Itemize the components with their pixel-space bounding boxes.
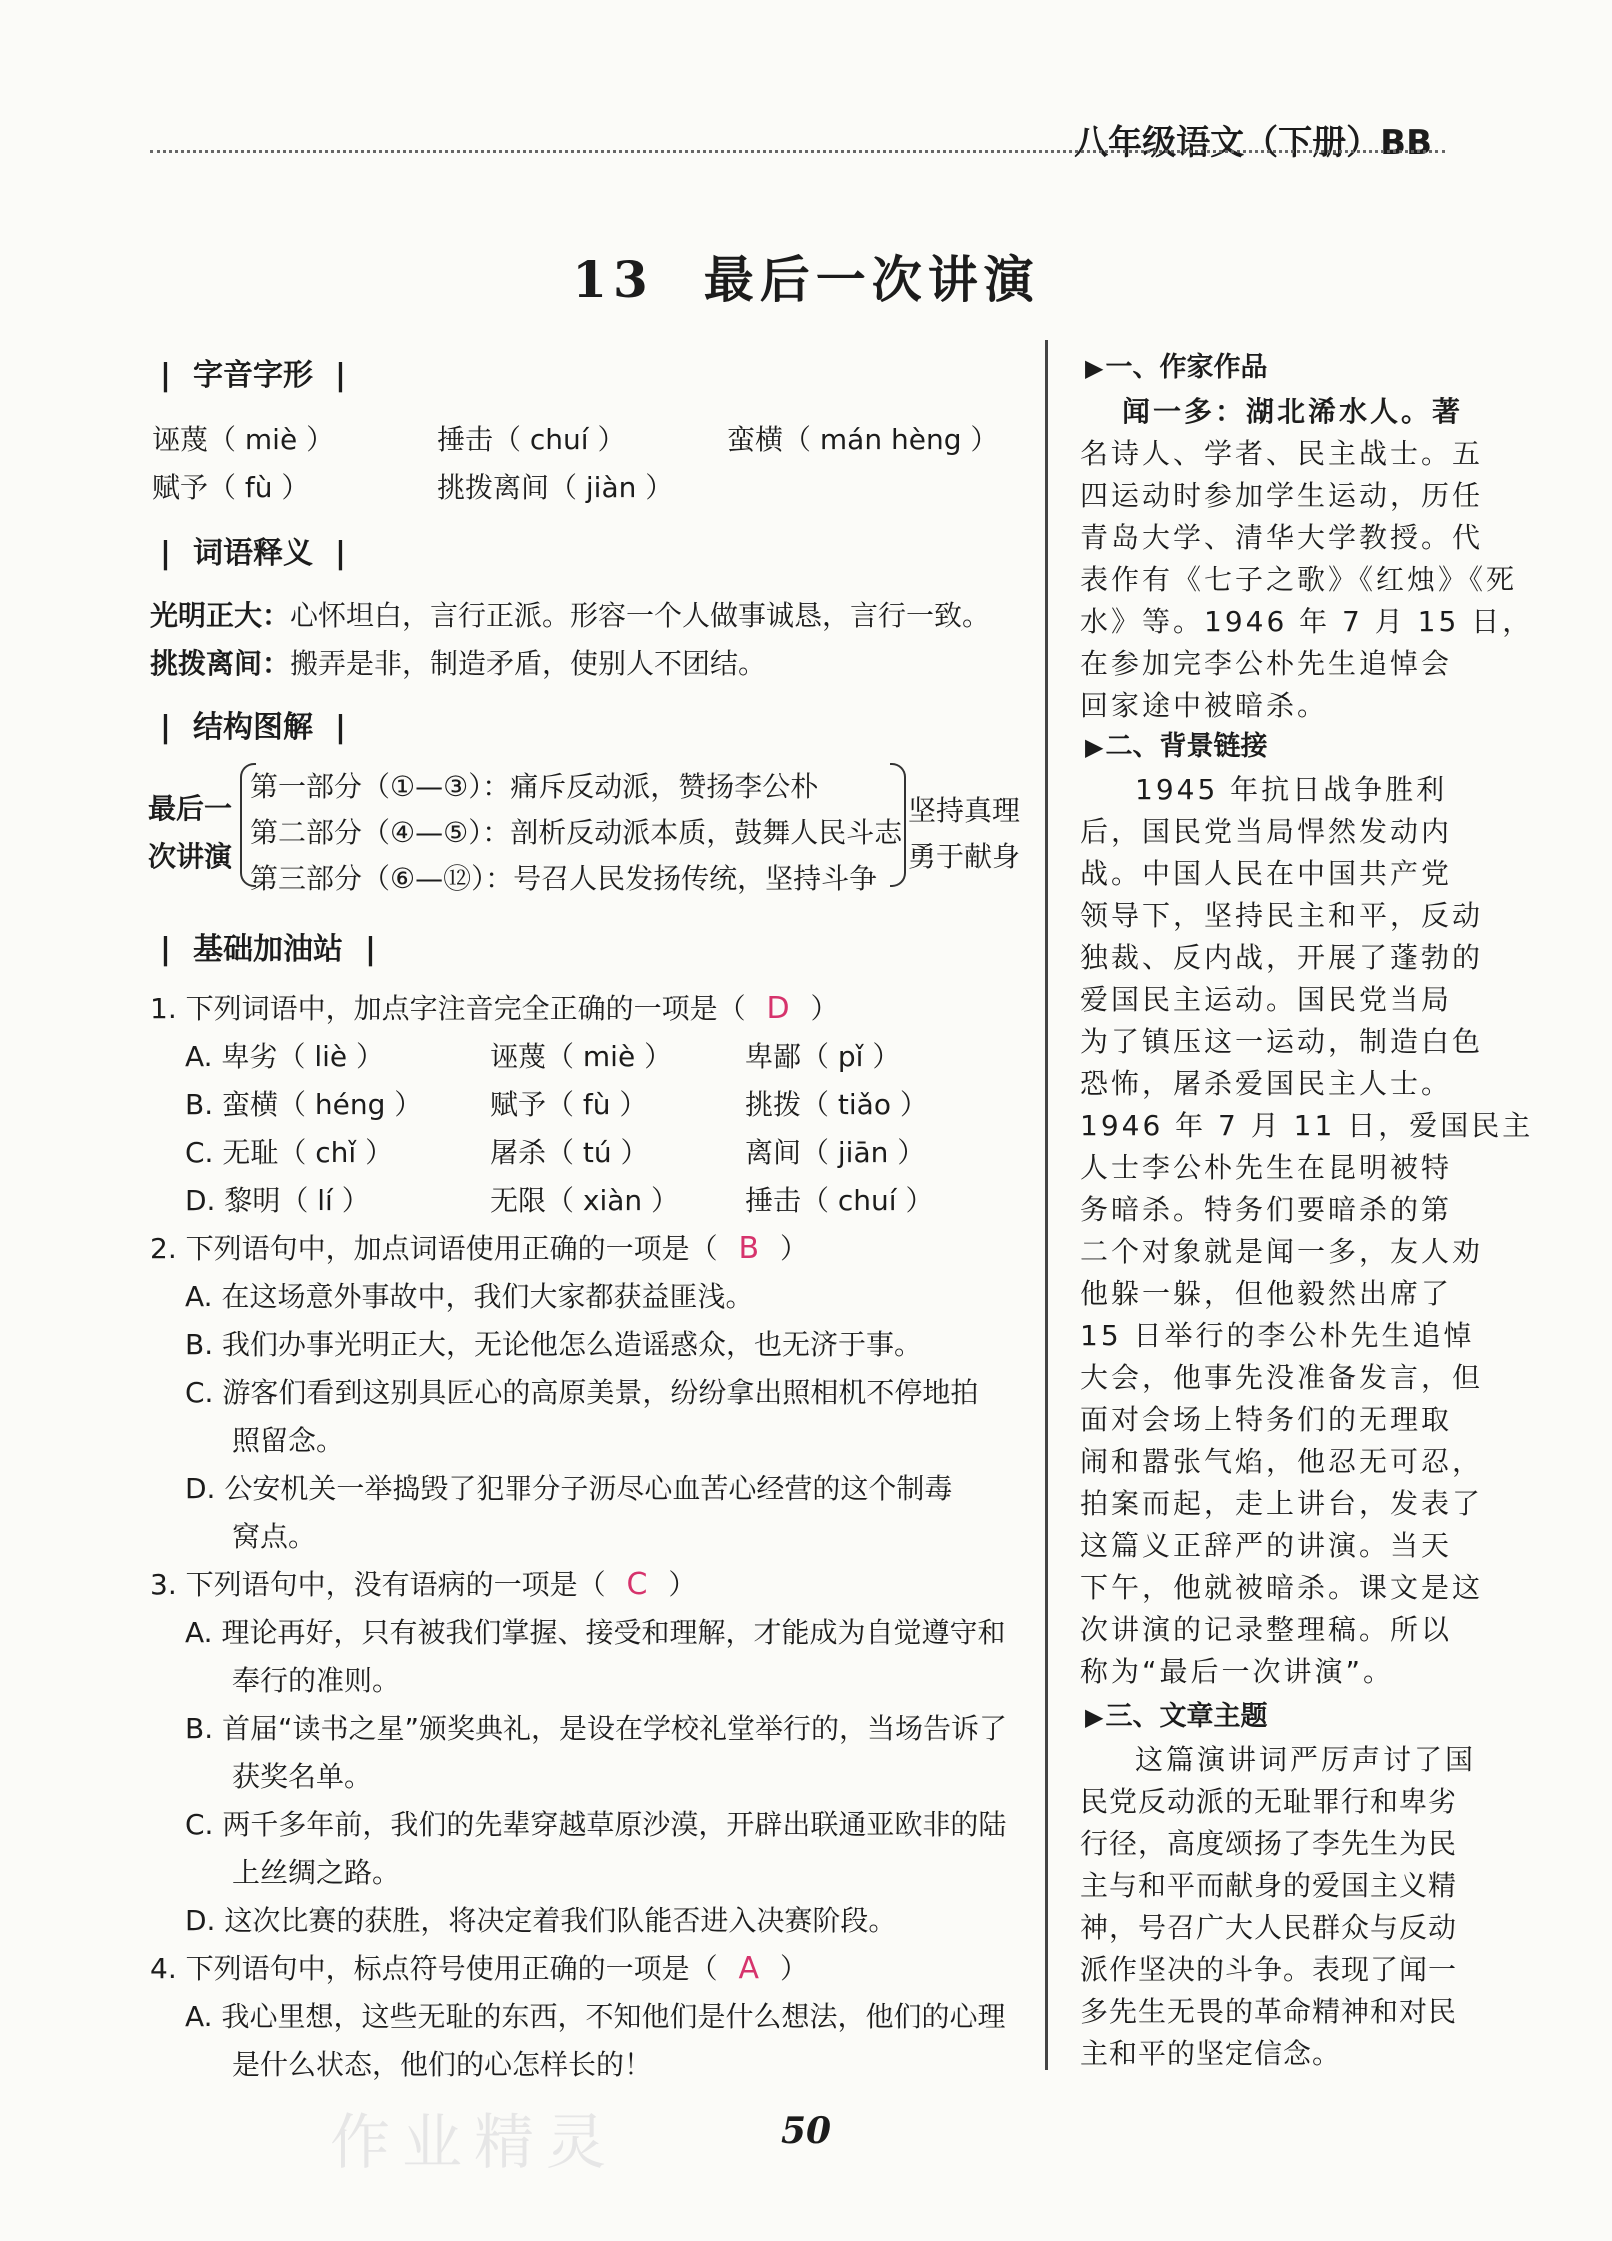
- watermark: 作业精灵: [330, 2108, 618, 2178]
- sidebar-line: 名诗人、学者、民主战士。五: [1080, 437, 1484, 470]
- question-3-stem: 3. 下列语句中，没有语病的一项是（ C ）: [150, 1567, 697, 1602]
- sidebar-line: 他躲一躲，但他毅然出席了: [1080, 1277, 1453, 1310]
- question-2-answer: B: [738, 1231, 760, 1266]
- pronunciation-item: 捶击（ chuí ）: [437, 423, 626, 456]
- q3-option-continued: 上丝绸之路。: [232, 1856, 401, 1889]
- sidebar-line: 1946 年 7 月 11 日，爱国民主: [1080, 1109, 1534, 1142]
- q3-option-continued: 获奖名单。: [232, 1760, 373, 1793]
- sidebar-line: 大会，他事先没准备发言，但: [1080, 1361, 1484, 1394]
- sidebar-line: 面对会场上特务们的无理取: [1080, 1403, 1453, 1436]
- right-brace: [890, 763, 906, 887]
- sidebar-heading-author: ▶ 一、作家作品: [1085, 345, 1267, 384]
- q1-option: D. 黎明（ lí ）: [185, 1184, 370, 1217]
- pronunciation-item: 诬蔑（ miè ）: [152, 423, 335, 456]
- sidebar-line: 爱国民主运动。国民党当局: [1080, 983, 1453, 1016]
- q2-option: D. 公安机关一举捣毁了犯罪分子沥尽心血苦心经营的这个制毒: [185, 1472, 953, 1505]
- sidebar-line: 领导下，坚持民主和平，反动: [1080, 899, 1484, 932]
- sidebar-line: 派作坚决的斗争。表现了闻一: [1080, 1953, 1458, 1986]
- q1-option: 屠杀（ tú ）: [490, 1136, 649, 1169]
- sidebar-line: 民党反动派的无耻罪行和卑劣: [1080, 1785, 1458, 1818]
- sidebar-line: 1945 年抗日战争胜利: [1135, 773, 1448, 806]
- q1-option: 赋予（ fù ）: [490, 1088, 648, 1121]
- q3-option: C. 两千多年前，我们的先辈穿越草原沙漠，开辟出联通亚欧非的陆: [185, 1808, 1007, 1841]
- question-3-answer: C: [626, 1567, 648, 1602]
- pronunciation-item: 蛮横（ mán hèng ）: [727, 423, 999, 456]
- definition-term: 挑拨离间：: [150, 647, 291, 680]
- sidebar-line: 青岛大学、清华大学教授。代: [1080, 521, 1484, 554]
- q3-option: D. 这次比赛的获胜，将决定着我们队能否进入决赛阶段。: [185, 1904, 897, 1937]
- definition-term: 光明正大：: [150, 599, 291, 632]
- q3-option: A. 理论再好，只有被我们掌握、接受和理解，才能成为自觉遵守和: [185, 1616, 1006, 1649]
- sidebar-line: 独裁、反内战，开展了蓬勃的: [1080, 941, 1484, 974]
- sidebar-line: 下午，他就被暗杀。课文是这: [1080, 1571, 1484, 1604]
- q1-option: B. 蛮横（ héng ）: [185, 1088, 423, 1121]
- structure-root-line1: 最后一: [148, 792, 233, 825]
- sidebar-line: 拍案而起，走上讲台，发表了: [1080, 1487, 1484, 1520]
- sidebar-line: 表作有《七子之歌》《红烛》《死: [1080, 563, 1518, 596]
- q2-option: A. 在这场意外事故中，我们大家都获益匪浅。: [185, 1280, 754, 1313]
- lesson-number: 13: [572, 250, 654, 309]
- q2-option-continued: 窝点。: [232, 1520, 317, 1553]
- q1-option: 诬蔑（ miè ）: [490, 1040, 673, 1073]
- sidebar-line: 行径，高度颂扬了李先生为民: [1080, 1827, 1458, 1860]
- q2-option: C. 游客们看到这别具匠心的高原美景，纷纷拿出照相机不停地拍: [185, 1376, 979, 1409]
- section-heading-structure: | 结构图解 |: [160, 702, 346, 746]
- sidebar-line: 这篇义正辞严的讲演。当天: [1080, 1529, 1453, 1562]
- sidebar-line: 称为“最后一次讲演”。: [1080, 1655, 1395, 1688]
- sidebar-line: 水》等。1946 年 7 月 15 日，: [1080, 605, 1534, 638]
- sidebar-line: 恐怖，屠杀爱国民主人士。: [1080, 1067, 1453, 1100]
- q1-option: C. 无耻（ chǐ ）: [185, 1136, 394, 1169]
- structure-part: 第二部分（④—⑤）：剖析反动派本质，鼓舞人民斗志: [250, 816, 903, 849]
- sidebar-line: 四运动时参加学生运动，历任: [1080, 479, 1484, 512]
- sidebar-line: 二个对象就是闻一多，友人劝: [1080, 1235, 1484, 1268]
- section-heading-pronunciation: | 字音字形 |: [160, 350, 346, 394]
- question-1-answer: D: [766, 991, 790, 1026]
- header-divider: [150, 150, 1445, 153]
- sidebar-line: 在参加完李公朴先生追悼会: [1080, 647, 1453, 680]
- q3-option-continued: 奉行的准则。: [232, 1664, 401, 1697]
- structure-theme-line2: 勇于献身: [908, 840, 1021, 873]
- sidebar-heading-theme: ▶ 三、文章主题: [1085, 1694, 1267, 1733]
- structure-theme-line1: 坚持真理: [908, 794, 1021, 827]
- q4-option-continued: 是什么状态，他们的心怎样长的！: [232, 2048, 653, 2081]
- definition-text: 搬弄是非，制造矛盾，使别人不团结。: [290, 647, 767, 680]
- q2-option: B. 我们办事光明正大，无论他怎么造谣惑众，也无济于事。: [185, 1328, 923, 1361]
- lesson-name: 最后一次讲演: [703, 250, 1040, 309]
- q1-option: 卑鄙（ pǐ ）: [745, 1040, 901, 1073]
- sidebar-line: 人士李公朴先生在昆明被特: [1080, 1151, 1453, 1184]
- q3-option: B. 首届“读书之星”颁奖典礼，是设在学校礼堂举行的，当场告诉了: [185, 1712, 1008, 1745]
- sidebar-line: 主和平的坚定信念。: [1080, 2037, 1342, 2070]
- sidebar-line: 15 日举行的李公朴先生追悼: [1080, 1319, 1475, 1352]
- header-title: 八年级语文（下册）BB: [1074, 123, 1432, 163]
- pronunciation-item: 赋予（ fù ）: [152, 471, 310, 504]
- section-heading-definitions: | 词语释义 |: [160, 528, 346, 572]
- definition-row: [150, 594, 990, 634]
- question-2-stem: 2. 下列语句中，加点词语使用正确的一项是（ B ）: [150, 1231, 809, 1266]
- sidebar-line: 战。中国人民在中国共产党: [1080, 857, 1453, 890]
- q1-option: 捶击（ chuí ）: [745, 1184, 934, 1217]
- sidebar-line: 次讲演的记录整理稿。所以: [1080, 1613, 1453, 1646]
- sidebar-line: 闹和嚣张气焰，他忍无可忍，: [1080, 1445, 1484, 1478]
- lesson-title: [0, 240, 1612, 312]
- question-4-answer: A: [738, 1951, 760, 1986]
- structure-part: 第三部分（⑥—⑫）：号召人民发扬传统，坚持斗争: [250, 862, 878, 895]
- pronunciation-item: 挑拨离间（ jiàn ）: [437, 471, 674, 504]
- q4-option: A. 我心里想，这些无耻的东西，不知他们是什么想法，他们的心理: [185, 2000, 1006, 2033]
- structure-part: 第一部分（①—③）：痛斥反动派，赞扬李公朴: [250, 770, 819, 803]
- q2-option-continued: 照留念。: [232, 1424, 345, 1457]
- question-4-stem: 4. 下列语句中，标点符号使用正确的一项是（ A ）: [150, 1951, 808, 1986]
- q1-option: 无限（ xiàn ）: [490, 1184, 680, 1217]
- q1-option: 离间（ jiān ）: [745, 1136, 926, 1169]
- definition-row: [150, 642, 766, 682]
- q1-option: 挑拨（ tiǎo ）: [745, 1088, 928, 1121]
- q1-option: A. 卑劣（ liè ）: [185, 1040, 385, 1073]
- structure-root-line2: 次讲演: [148, 840, 233, 873]
- sidebar-line: 神，号召广大人民群众与反动: [1080, 1911, 1458, 1944]
- sidebar-line: 主与和平而献身的爱国主义精: [1080, 1869, 1458, 1902]
- page-number: 50: [780, 2110, 832, 2152]
- definition-text: 心怀坦白，言行正派。形容一个人做事诚恳，言行一致。: [290, 599, 991, 632]
- sidebar-line: 多先生无畏的革命精神和对民: [1080, 1995, 1458, 2028]
- sidebar-line: 闻一多：湖北浠水人。著: [1122, 395, 1464, 428]
- section-heading-basics: | 基础加油站 |: [160, 924, 376, 968]
- sidebar-line: 后，国民党当局悍然发动内: [1080, 815, 1453, 848]
- question-1-stem: 1. 下列词语中，加点字注音完全正确的一项是（ D ）: [150, 991, 839, 1026]
- sidebar-line: 务暗杀。特务们要暗杀的第: [1080, 1193, 1453, 1226]
- sidebar-line: 这篇演讲词严厉声讨了国: [1135, 1743, 1477, 1776]
- sidebar-heading-background: ▶ 二、背景链接: [1085, 724, 1267, 763]
- sidebar-line: 回家途中被暗杀。: [1080, 689, 1329, 722]
- sidebar-line: 为了镇压这一运动，制造白色: [1080, 1025, 1484, 1058]
